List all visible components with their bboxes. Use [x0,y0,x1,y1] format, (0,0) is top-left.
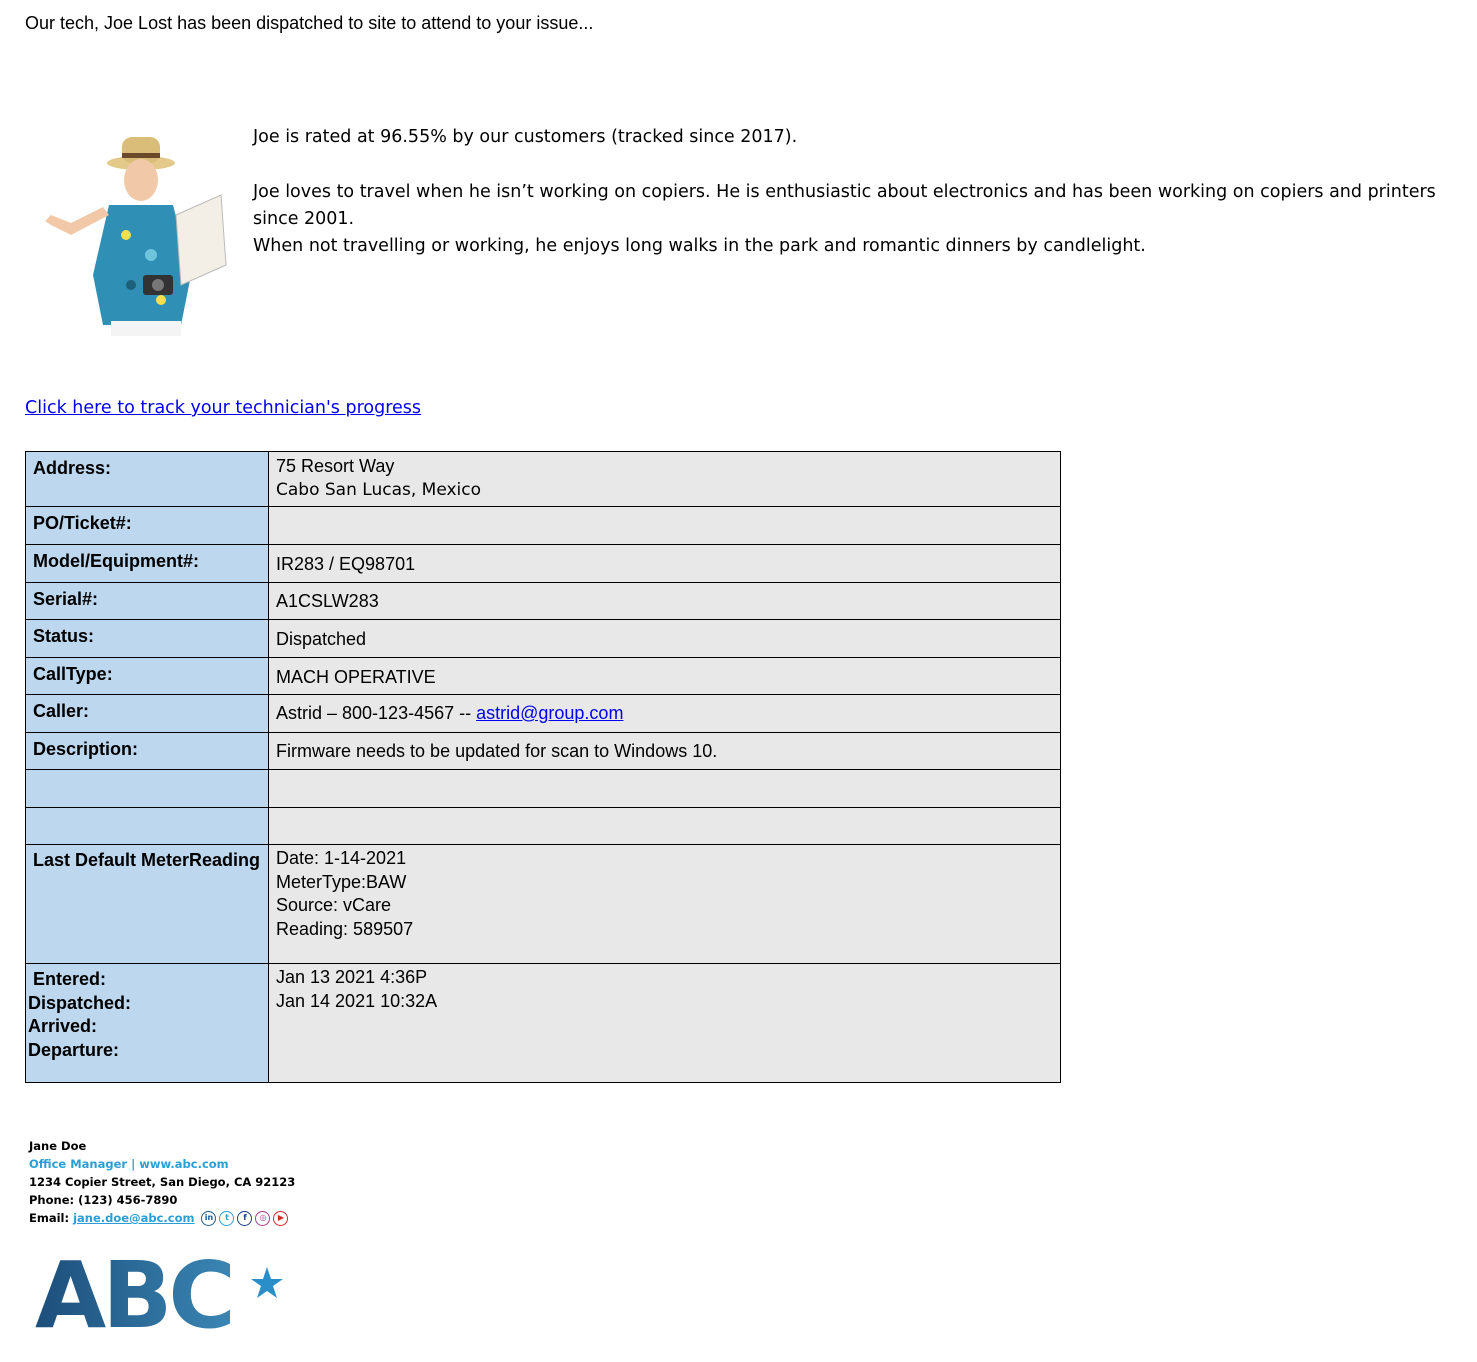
star-icon [251,1267,283,1298]
signature-phone: Phone: (123) 456-7890 [29,1193,178,1207]
table-row [26,583,1061,620]
empty-value [269,808,1061,845]
technician-rating: Joe is rated at 96.55% by our customers (tracked since 2017). [253,127,798,147]
signature-email-link[interactable]: jane.doe@abc.com [73,1211,195,1225]
model-equipment-label: Model/Equipment#: [26,545,269,583]
twitter-icon[interactable]: t [219,1211,234,1226]
signature-title: Office Manager | www.abc.com [29,1157,229,1171]
meter-source: Source: vCare [276,895,392,915]
address-label: Address: [26,452,269,507]
instagram-icon[interactable]: ◎ [255,1211,270,1226]
address-value [269,452,1061,507]
description-label: Description: [26,733,269,770]
entered-label: Entered: [33,969,107,989]
calltype-label: CallType: [26,658,269,695]
track-technician-link[interactable]: Click here to track your technician's progress [25,398,422,418]
table-row [26,770,1061,808]
dispatched-label: Dispatched: [28,992,132,1013]
status-label: Status: [26,620,269,658]
email-signature [29,1137,295,1227]
table-row [26,507,1061,545]
model-equipment-value: IR283 / EQ98701 [269,545,1061,583]
caller-email-link[interactable]: astrid@group.com [476,703,624,723]
empty-value [269,770,1061,808]
address-line-1: 75 Resort Way [276,456,395,476]
meter-type: MeterType:BAW [276,871,407,892]
table-row [26,452,1061,507]
signature-email-row [29,1209,295,1227]
technician-photo [31,125,240,336]
dispatched-value: Jan 14 2021 10:32A [276,990,438,1011]
empty-label [26,770,269,808]
arrived-label: Arrived: [28,1016,98,1036]
empty-label [26,808,269,845]
caller-value [269,695,1061,733]
youtube-icon[interactable]: ▶ [273,1211,288,1226]
timeline-labels [26,964,269,1083]
about-line-2: When not travelling or working, he enjoys long walks in the park and romantic dinners by candlelight. [253,236,1146,256]
facebook-icon[interactable]: f [237,1211,252,1226]
service-call-table [25,451,1061,1083]
serial-label: Serial#: [26,583,269,620]
serial-value: A1CSLW283 [269,583,1061,620]
meter-date: Date: 1-14-2021 [276,848,407,868]
calltype-value: MACH OPERATIVE [269,658,1061,695]
table-row [26,808,1061,845]
caller-label: Caller: [26,695,269,733]
signature-address: 1234 Copier Street, San Diego, CA 92123 [29,1175,296,1189]
meter-reading: Reading: 589507 [276,918,414,939]
departure-label: Departure: [28,1039,120,1060]
abc-logo [35,1245,285,1335]
intro-text: Our tech, Joe Lost has been dispatched to site to attend to your issue... [25,13,594,33]
table-row [26,964,1061,1083]
meter-reading-value [269,845,1061,964]
technician-bio [253,124,1468,260]
caller-info: Astrid – 800-123-4567 -- [276,703,477,723]
status-value: Dispatched [269,620,1061,658]
social-icons [201,1211,288,1226]
signature-email-label: Email: [29,1211,74,1225]
entered-value: Jan 13 2021 4:36P [276,967,428,987]
logo-text: ABC [35,1245,232,1335]
po-ticket-label: PO/Ticket#: [26,507,269,545]
table-row [26,695,1061,733]
table-row [26,545,1061,583]
table-row [26,733,1061,770]
table-row [26,620,1061,658]
description-value: Firmware needs to be updated for scan to Windows 10. [269,733,1061,770]
table-row [26,658,1061,695]
signature-name: Jane Doe [29,1139,87,1153]
address-line-2: Cabo San Lucas, Mexico [276,480,482,500]
timeline-values [269,964,1061,1083]
about-line-1: Joe loves to travel when he isn’t working on copiers. He is enthusiastic about electronics and has been working on copiers and printers since 2001. [253,182,1436,229]
po-ticket-value [269,507,1061,545]
meter-reading-label: Last Default MeterReading [26,845,269,964]
technician-about [253,179,1468,260]
linkedin-icon[interactable]: in [201,1211,216,1226]
table-row [26,845,1061,964]
